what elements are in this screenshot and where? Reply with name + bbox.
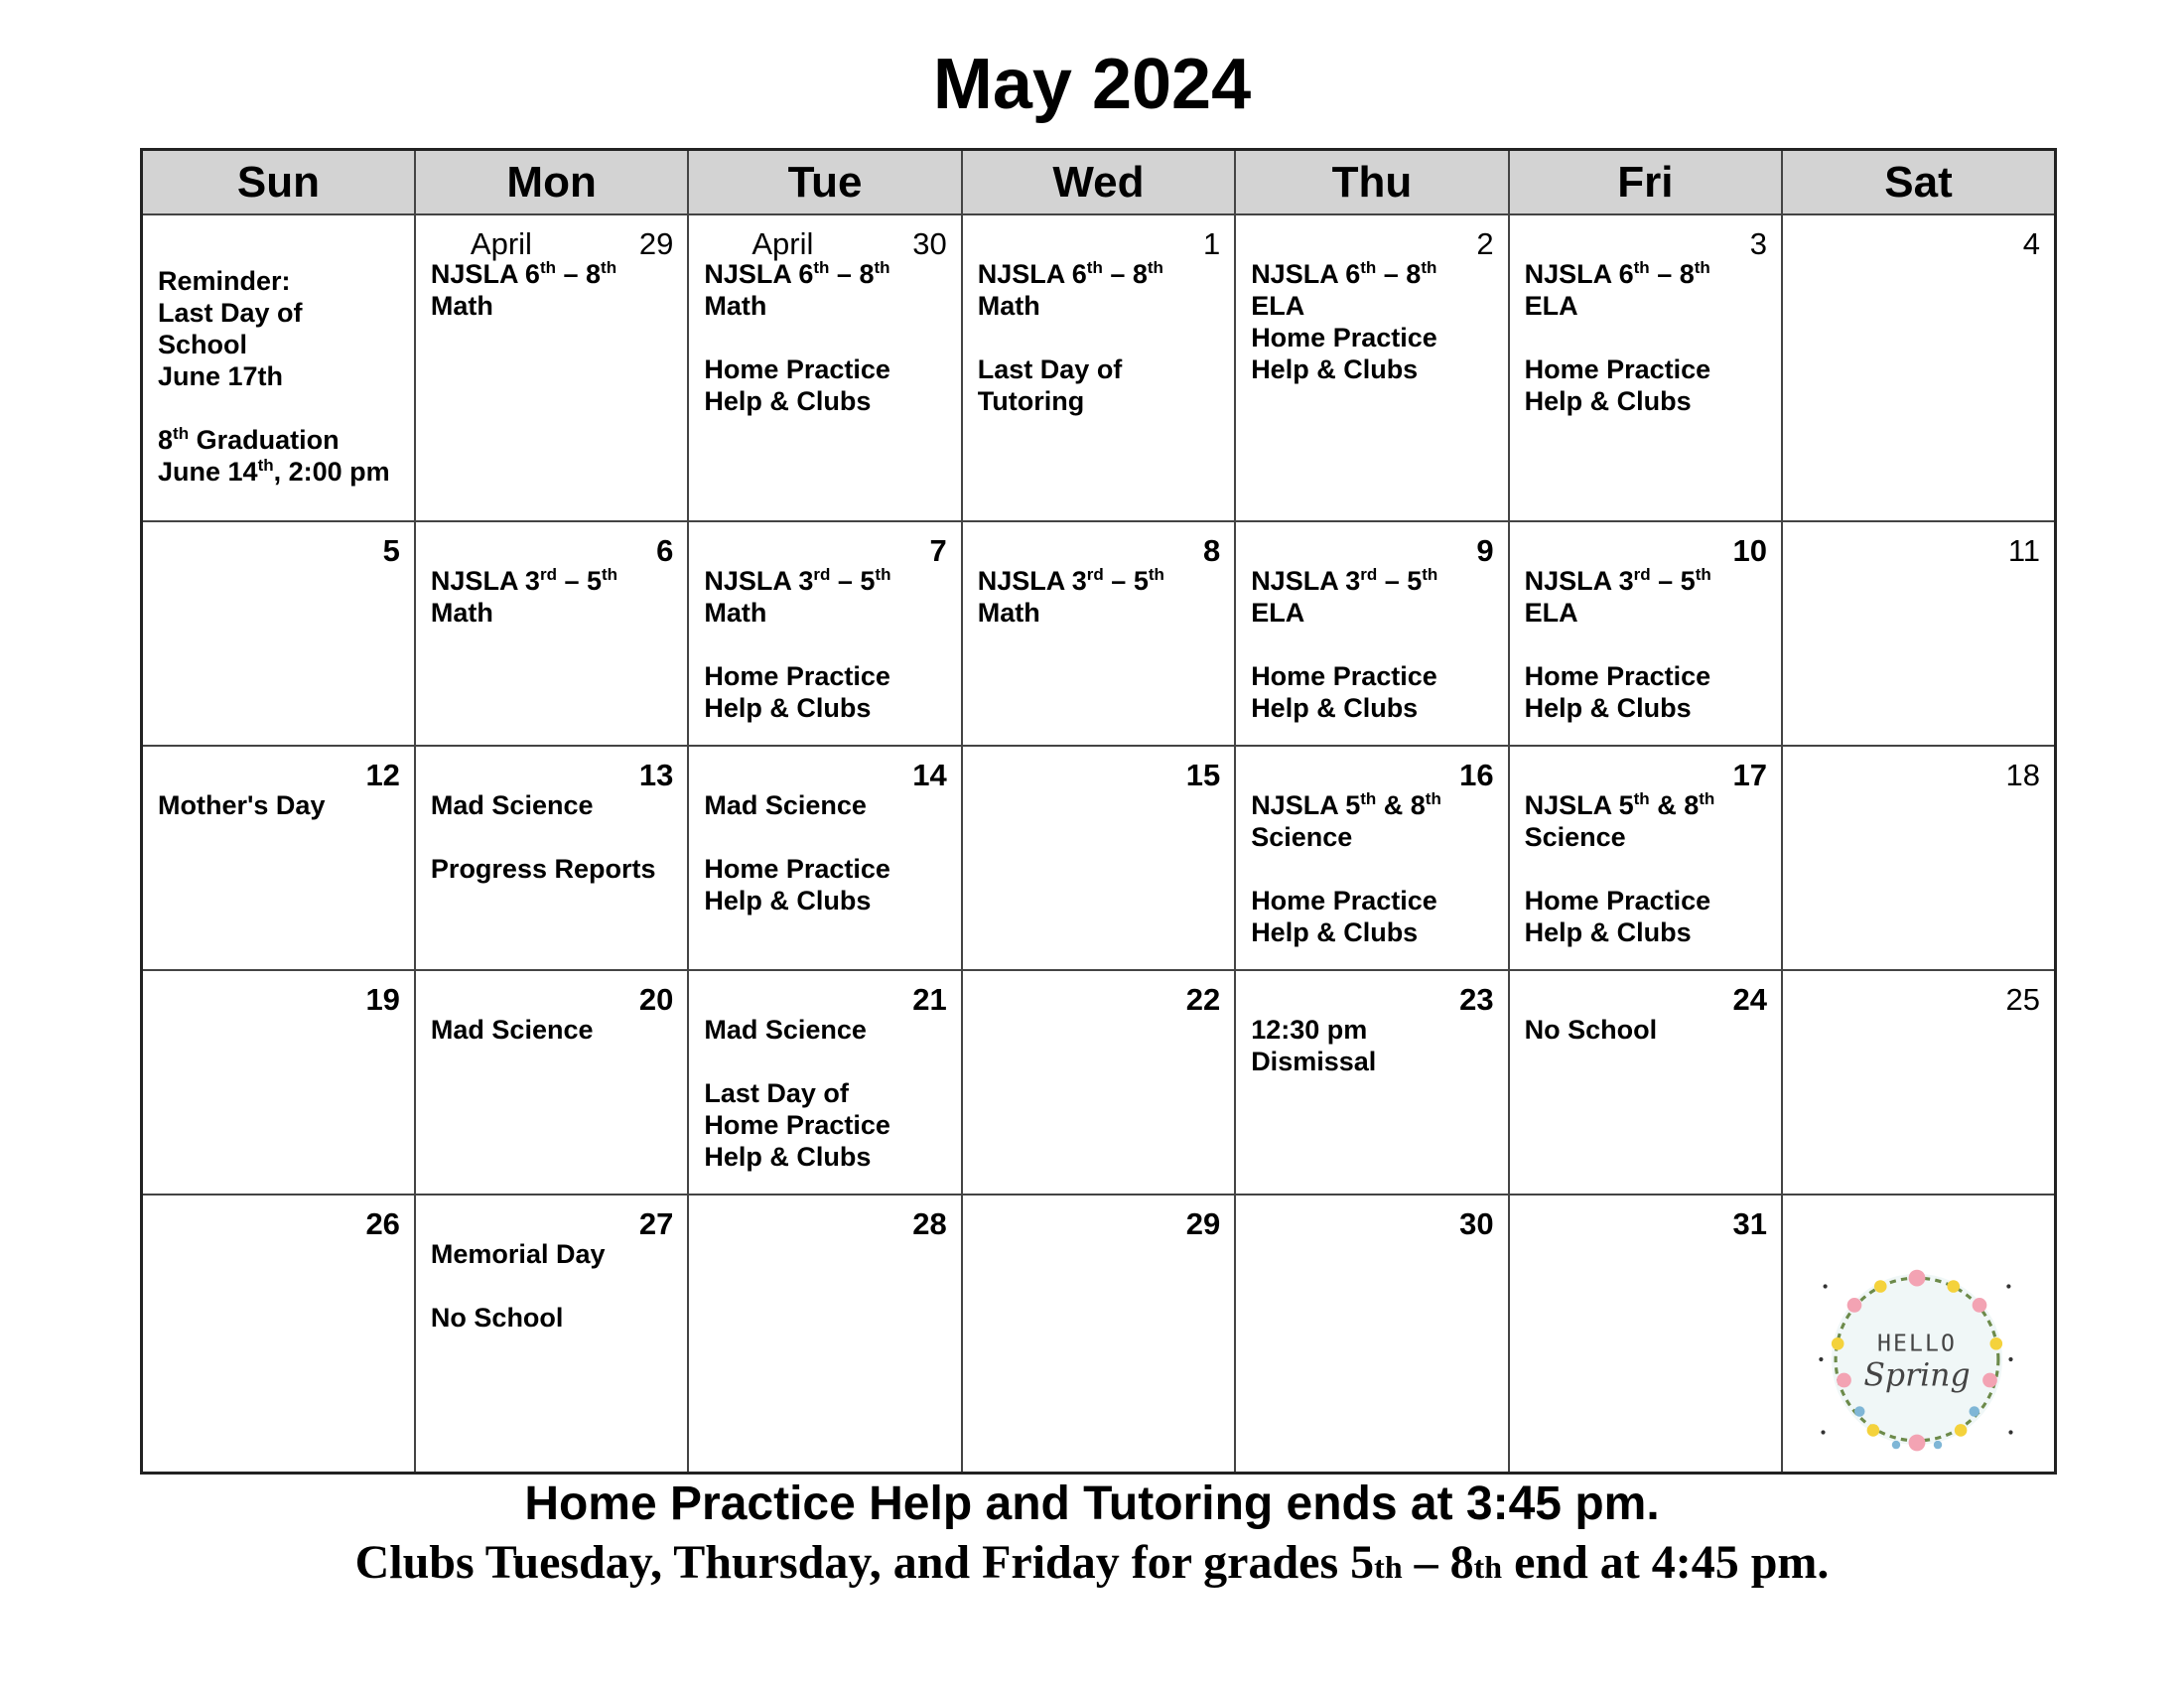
day-number: 25 (2005, 982, 2040, 1018)
day-number: 4 (2022, 226, 2040, 261)
weekday-sat: Sat (1782, 150, 2055, 215)
day-number: 22 (1185, 982, 1221, 1018)
event-subject: Science (1524, 821, 1626, 852)
event-njsla: NJSLA 6th – 8th (430, 258, 617, 289)
day-cell-may-7 (688, 521, 961, 746)
event-line: Mad Science (430, 789, 594, 820)
event-njsla: NJSLA 3rd – 5th (430, 564, 618, 596)
day-number: 7 (929, 532, 947, 568)
week-row-1 (142, 214, 2056, 521)
day-cell-may-12 (142, 746, 415, 970)
event-line: Home Practice (704, 1110, 890, 1141)
event-line: Home Practice (1524, 660, 1711, 691)
week-row-2 (142, 521, 2056, 746)
event-line: Help & Clubs (704, 692, 872, 723)
event-njsla: NJSLA 3rd – 5th (977, 564, 1164, 596)
day-number: 28 (912, 1206, 947, 1242)
event-line: Help & Clubs (1251, 692, 1419, 723)
day-cell-may-31 (1509, 1195, 1782, 1473)
event-njsla: NJSLA 6th – 8th (1524, 258, 1710, 289)
event-line: Memorial Day (430, 1239, 606, 1270)
reminder-line: School (158, 330, 248, 359)
event-subject: ELA (1524, 291, 1578, 321)
day-number: 29 (1185, 1206, 1221, 1242)
event-line: Mad Science (430, 1015, 594, 1046)
day-cell-may-30 (1235, 1195, 1508, 1473)
event-njsla: NJSLA 3rd – 5th (704, 564, 891, 596)
month-label: April (751, 226, 814, 261)
event-njsla: NJSLA 3rd – 5th (1524, 564, 1711, 596)
calendar-grid (140, 148, 2057, 1475)
event-njsla: NJSLA 3rd – 5th (1251, 564, 1438, 596)
day-number: 24 (1732, 982, 1768, 1018)
day-number: 13 (638, 757, 674, 792)
event-subject: ELA (1251, 597, 1305, 628)
footer-note-clubs: Clubs Tuesday, Thursday, and Friday for grades 5th – 8th end at 4:45 pm. (354, 1536, 1830, 1589)
footer-note-tutoring: Home Practice Help and Tutoring ends at 3:45 pm. (524, 1477, 1660, 1530)
event-line: Last Day of (704, 1078, 849, 1109)
event-line: Home Practice (1524, 885, 1711, 915)
event-subject: ELA (1251, 291, 1305, 321)
event-line: Help & Clubs (1251, 354, 1419, 384)
event-line: Home Practice (704, 660, 890, 691)
day-number: 30 (1459, 1206, 1494, 1242)
hello-spring-wreath-image (1813, 1255, 2021, 1464)
event-line: Help & Clubs (704, 885, 872, 915)
event-line: Home Practice (1524, 354, 1711, 384)
day-number: 3 (1749, 226, 1768, 261)
day-number: 20 (638, 982, 674, 1018)
event-line: Mad Science (704, 1015, 867, 1046)
weekday-wed: Wed (962, 150, 1235, 215)
event-subject: Math (430, 597, 493, 628)
day-cell-reminder (142, 214, 415, 521)
day-cell-may-15 (962, 746, 1235, 970)
day-cell-may-19 (142, 970, 415, 1195)
weekday-header-row (142, 150, 2056, 215)
event-njsla: NJSLA 5th & 8th (1251, 788, 1441, 820)
day-number: 19 (365, 982, 400, 1018)
event-subject: Science (1251, 821, 1353, 852)
day-cell-may-10 (1509, 521, 1782, 746)
day-number: 16 (1459, 757, 1494, 792)
event-njsla: NJSLA 6th – 8th (977, 258, 1163, 289)
day-number: 12 (365, 757, 400, 792)
event-line: Help & Clubs (1524, 692, 1692, 723)
event-line: No School (430, 1303, 564, 1334)
day-cell-may-26 (142, 1195, 415, 1473)
day-cell-may-27 (415, 1195, 688, 1473)
day-cell-may-22 (962, 970, 1235, 1195)
day-cell-may-16 (1235, 746, 1508, 970)
day-cell-may-8 (962, 521, 1235, 746)
day-cell-may-24 (1509, 970, 1782, 1195)
day-number: 23 (1459, 982, 1494, 1018)
day-number: 5 (382, 532, 400, 568)
event-line: Home Practice (704, 354, 890, 384)
day-cell-may-25 (1782, 970, 2055, 1195)
day-cell-may-20 (415, 970, 688, 1195)
event-line: Home Practice (704, 853, 890, 884)
day-cell-may-14 (688, 746, 961, 970)
event-line: Help & Clubs (1524, 386, 1692, 416)
day-number: 18 (2005, 757, 2040, 792)
day-cell-may-17 (1509, 746, 1782, 970)
event-line: Mad Science (704, 789, 867, 820)
event-subject: ELA (1524, 597, 1578, 628)
day-cell-may-2 (1235, 214, 1508, 521)
event-line: Progress Reports (430, 853, 656, 884)
day-number: 10 (1732, 532, 1768, 568)
reminder-line: Last Day of (158, 298, 303, 328)
day-number: 21 (912, 982, 947, 1018)
event-line: 12:30 pm (1251, 1015, 1368, 1046)
day-number: 6 (656, 532, 674, 568)
day-number: 14 (912, 757, 947, 792)
week-row-5 (142, 1195, 2056, 1473)
weekday-fri: Fri (1509, 150, 1782, 215)
event-line: Home Practice (1251, 323, 1437, 352)
event-subject: Math (704, 597, 767, 628)
day-cell-apr-30 (688, 214, 961, 521)
event-njsla: NJSLA 6th – 8th (1251, 258, 1437, 289)
day-number: 1 (1202, 226, 1221, 261)
event-subject: Math (977, 291, 1040, 321)
weekday-sun: Sun (142, 150, 415, 215)
day-number: 30 (912, 226, 947, 261)
event-line: Last Day of (977, 354, 1123, 384)
week-row-3 (142, 746, 2056, 970)
reminder-line: Reminder: (158, 266, 291, 296)
day-cell-may-13 (415, 746, 688, 970)
day-cell-apr-29 (415, 214, 688, 521)
reminder-note (158, 265, 404, 488)
event-njsla: NJSLA 5th & 8th (1524, 788, 1715, 820)
event-line: Home Practice (1251, 885, 1437, 915)
day-cell-may-3 (1509, 214, 1782, 521)
calendar-title: May 2024 (932, 45, 1252, 124)
day-number: 29 (638, 226, 674, 261)
day-cell-may-18 (1782, 746, 2055, 970)
graduation-date-line: June 14th, 2:00 pm (158, 456, 390, 487)
day-number: 15 (1185, 757, 1221, 792)
day-cell-may-9 (1235, 521, 1508, 746)
day-cell-may-6 (415, 521, 688, 746)
event-line: Home Practice (1251, 660, 1437, 691)
wreath-hello-text: HELLO (1877, 1332, 1958, 1358)
day-cell-may-21 (688, 970, 961, 1195)
event-line: Mother's Day (158, 789, 326, 820)
day-cell-may-23 (1235, 970, 1508, 1195)
weekday-mon: Mon (415, 150, 688, 215)
graduation-line: 8th Graduation (158, 424, 340, 455)
day-cell-may-1 (962, 214, 1235, 521)
day-number: 26 (365, 1206, 400, 1242)
weekday-thu: Thu (1235, 150, 1508, 215)
event-line: Help & Clubs (704, 1142, 872, 1173)
day-number: 27 (638, 1206, 674, 1242)
weekday-tue: Tue (688, 150, 961, 215)
day-cell-may-28 (688, 1195, 961, 1473)
day-number: 9 (1476, 532, 1494, 568)
event-line: Dismissal (1251, 1047, 1377, 1077)
event-line: Help & Clubs (1524, 916, 1692, 947)
day-number: 31 (1732, 1206, 1768, 1242)
day-number: 11 (2007, 532, 2040, 568)
event-subject: Math (430, 291, 493, 321)
day-cell-may-29 (962, 1195, 1235, 1473)
day-number: 2 (1476, 226, 1494, 261)
event-subject: Math (977, 597, 1040, 628)
event-line: No School (1524, 1015, 1658, 1046)
reminder-line: June 17th (158, 361, 284, 391)
month-label: April (470, 226, 532, 261)
event-subject: Math (704, 291, 767, 321)
day-number: 8 (1202, 532, 1221, 568)
event-line: Help & Clubs (1251, 916, 1419, 947)
event-line: Tutoring (977, 386, 1085, 416)
day-cell-may-4 (1782, 214, 2055, 521)
day-cell-may-5 (142, 521, 415, 746)
day-cell-empty (1782, 1195, 2055, 1473)
day-cell-may-11 (1782, 521, 2055, 746)
day-number: 17 (1732, 757, 1768, 792)
wreath-spring-text: Spring (1863, 1357, 1971, 1394)
event-line: Help & Clubs (704, 386, 872, 416)
event-njsla: NJSLA 6th – 8th (704, 258, 890, 289)
week-row-4 (142, 970, 2056, 1195)
